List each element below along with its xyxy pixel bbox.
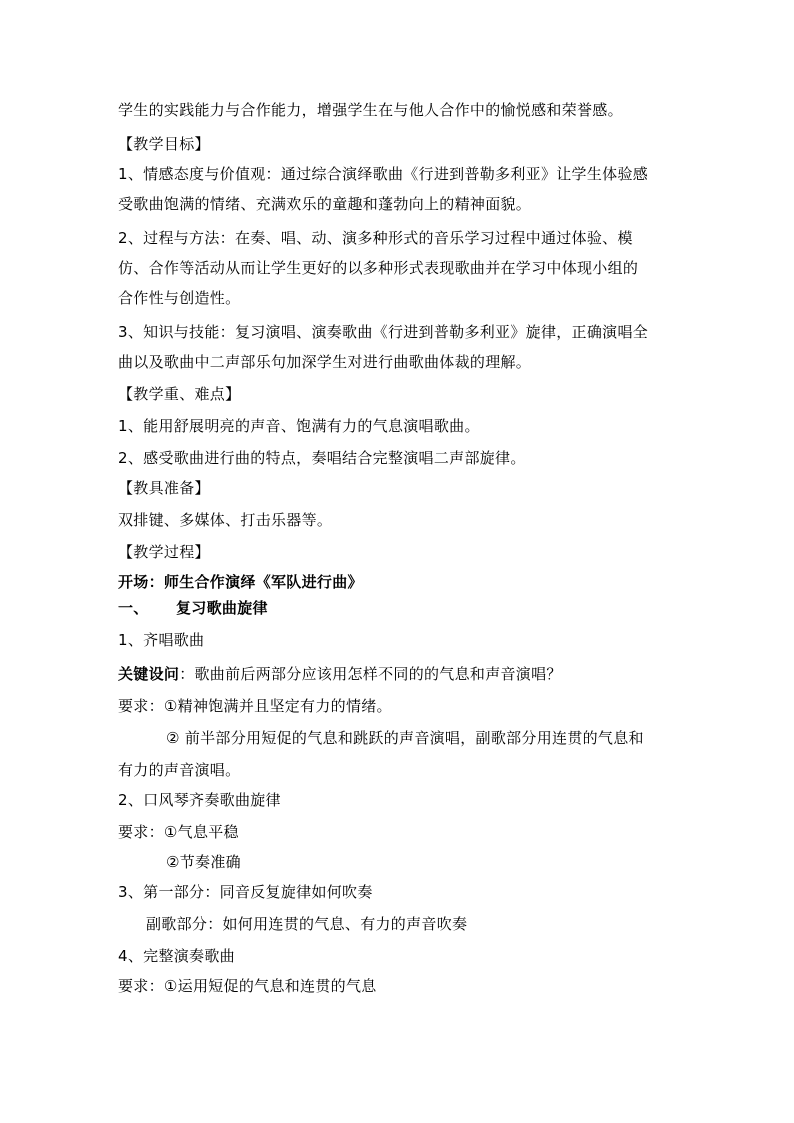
key-question-label: 关键设问 [118, 665, 180, 683]
paragraph-intro-tail: 学生的实践能力与合作能力，增强学生在与他人合作中的愉悦感和荣誉感。 [118, 101, 623, 119]
goal-1-line-2: 受歌曲饱满的情绪、充满欢乐的童趣和蓬勃向上的精神面貌。 [118, 195, 532, 213]
opening-line: 开场：师生合作演绎《军队进行曲》 [118, 573, 363, 591]
section-one-title: 复习歌曲旋律 [176, 599, 268, 617]
heading-teaching-tools: 【教具准备】 [118, 479, 210, 497]
goal-1-line-1: 1、情感态度与价值观：通过综合演绎歌曲《行进到普勒多利亚》让学生体验感 [118, 165, 649, 183]
requirement-2-b: ②节奏准确 [166, 853, 241, 871]
goal-2-line-1: 2、过程与方法：在奏、唱、动、演多种形式的音乐学习过程中通过体验、模 [118, 229, 633, 247]
key-point-2: 2、感受歌曲进行曲的特点，奏唱结合完整演唱二声部旋律。 [118, 449, 526, 467]
key-question [118, 664, 562, 684]
step-2: 2、口风琴齐奏歌曲旋律 [118, 791, 281, 809]
step-3-a: 3、第一部分：同音反复旋律如何吹奏 [118, 883, 373, 901]
heading-teaching-goals: 【教学目标】 [118, 135, 210, 153]
key-point-1: 1、能用舒展明亮的声音、饱满有力的气息演唱歌曲。 [118, 417, 480, 435]
goal-2-line-3: 合作性与创造性。 [118, 289, 241, 307]
section-one-number: 一、 [118, 599, 149, 617]
requirement-1-a: 要求：①精神饱满并且坚定有力的情绪。 [118, 697, 392, 715]
goal-3-line-2: 曲以及歌曲中二声部乐句加深学生对进行曲歌曲体裁的理解。 [118, 353, 532, 371]
key-question-text: ：歌曲前后两部分应该用怎样不同的的气息和声音演唱？ [179, 665, 562, 683]
step-1: 1、齐唱歌曲 [118, 631, 205, 649]
heading-teaching-process: 【教学过程】 [118, 543, 210, 561]
heading-key-points: 【教学重、难点】 [118, 385, 241, 403]
goal-2-line-2: 仿、合作等活动从而让学生更好的以多种形式表现歌曲并在学习中体现小组的 [118, 259, 639, 277]
step-3-b: 副歌部分：如何用连贯的气息、有力的声音吹奏 [146, 915, 468, 933]
requirement-4-a: 要求：①运用短促的气息和连贯的气息 [118, 977, 377, 995]
section-one-heading [118, 598, 268, 618]
requirement-1-b: ② 前半部分用短促的气息和跳跃的声音演唱，副歌部分用连贯的气息和 [166, 729, 644, 747]
requirement-2-a: 要求：①气息平稳 [118, 823, 239, 841]
goal-3-line-1: 3、知识与技能：复习演唱、演奏歌曲《行进到普勒多利亚》旋律，正确演唱全 [118, 323, 649, 341]
teaching-tools: 双排键、多媒体、打击乐器等。 [118, 511, 333, 529]
step-4: 4、完整演奏歌曲 [118, 947, 235, 965]
requirement-1-c: 有力的声音演唱。 [118, 761, 241, 779]
